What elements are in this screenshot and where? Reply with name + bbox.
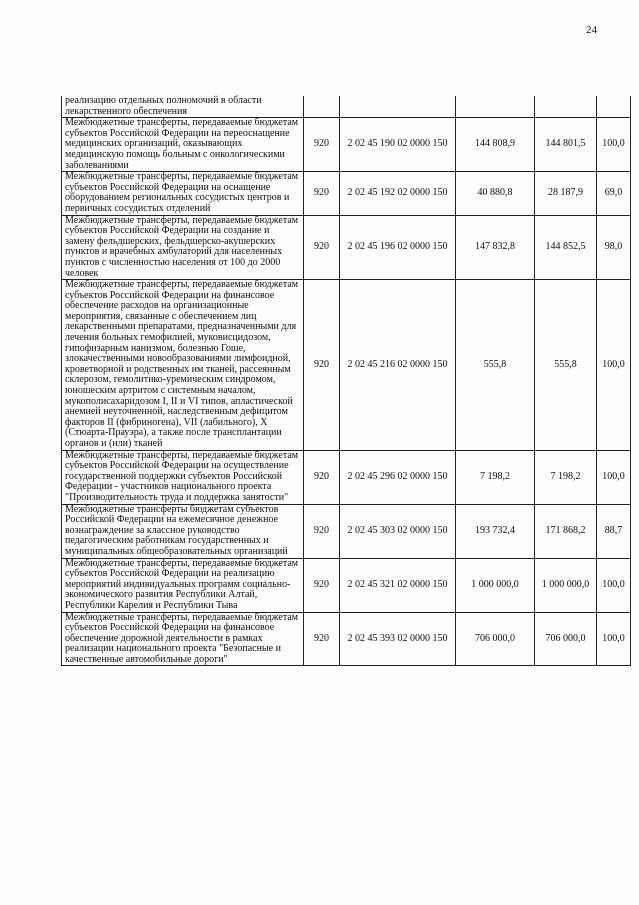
budget-classification-code: 2 02 45 296 02 0000 150: [340, 450, 456, 504]
planned-amount: 193 732,4: [456, 504, 535, 558]
table-row: [62, 172, 631, 215]
admin-code: 920: [304, 558, 340, 612]
admin-code: 920: [304, 612, 340, 666]
row-description: реализацию отдельных полномочий в области лекарственного обеспечения: [62, 96, 304, 118]
planned-amount: 706 000,0: [456, 612, 535, 666]
table-row: [62, 612, 631, 666]
budget-classification-code: 2 02 45 321 02 0000 150: [340, 558, 456, 612]
table-row: [62, 96, 631, 118]
row-description: Межбюджетные трансферты, передаваемые бюджетам субъектов Российской Федерации на переоснащение медицинских организаций, оказывающих медицинскую помощь больным с онкологическими заболеваниями: [62, 118, 304, 172]
execution-percent: 100,0: [597, 450, 631, 504]
budget-classification-code: 2 02 45 303 02 0000 150: [340, 504, 456, 558]
planned-amount: 1 000 000,0: [456, 558, 535, 612]
row-description: Межбюджетные трансферты, передаваемые бюджетам субъектов Российской Федерации на финансовое обеспечение дорожной деятельности в рамках реализации национального проекта "Безопасные и качественные автомобильные дороги": [62, 612, 304, 666]
execution-percent: [597, 96, 631, 118]
planned-amount: [456, 96, 535, 118]
row-description: Межбюджетные трансферты, передаваемые бюджетам субъектов Российской Федерации на оснащение оборудованием региональных сосудистых центров и первичных сосудистых отделений: [62, 172, 304, 215]
actual-amount: 706 000,0: [535, 612, 597, 666]
actual-amount: 555,8: [535, 280, 597, 451]
budget-classification-code: 2 02 45 192 02 0000 150: [340, 172, 456, 215]
actual-amount: 28 187,9: [535, 172, 597, 215]
row-description: Межбюджетные трансферты, передаваемые бюджетам субъектов Российской Федерации на реализацию мероприятий индивидуальных программ социально-экономического развития Республики Алтай, Республики Карелия и Республики Тыва: [62, 558, 304, 612]
execution-percent: 100,0: [597, 558, 631, 612]
actual-amount: 1 000 000,0: [535, 558, 597, 612]
table-row: [62, 215, 631, 280]
execution-percent: 100,0: [597, 280, 631, 451]
admin-code: 920: [304, 215, 340, 280]
admin-code: [304, 96, 340, 118]
actual-amount: 144 801,5: [535, 118, 597, 172]
table-row: [62, 280, 631, 451]
actual-amount: 144 852,5: [535, 215, 597, 280]
admin-code: 920: [304, 118, 340, 172]
budget-classification-code: 2 02 45 393 02 0000 150: [340, 612, 456, 666]
budget-classification-code: 2 02 45 190 02 0000 150: [340, 118, 456, 172]
row-description: Межбюджетные трансферты, передаваемые бюджетам субъектов Российской Федерации на осуществление государственной поддержки субъектов Российской Федерации - участников национального проекта "Производительность труда и поддержка занятости": [62, 450, 304, 504]
execution-percent: 100,0: [597, 612, 631, 666]
execution-percent: 69,0: [597, 172, 631, 215]
execution-percent: 98,0: [597, 215, 631, 280]
planned-amount: 147 832,8: [456, 215, 535, 280]
execution-percent: 100,0: [597, 118, 631, 172]
row-description: Межбюджетные трансферты, передаваемые бюджетам субъектов Российской Федерации на финансовое обеспечение расходов на организационные мероприятия, связанные с обеспечением лиц лекарственными препаратами, предназначенными для лечения больных гемофилией, муковисцидозом, гипофизарным нанизмом, болезнью Гоше, злокачественными новообразованиями лимфоидной, кроветворной и родственных им тканей, рассеянным склерозом, гемолитико-уремическим синдромом, юношеским артритом с системным началом, мукополисахаридозом I, II и VI типов, апластической анемией неуточненной, наследственным дефицитом факторов II (фибриногена), VII (лабильного), X (Стюарта-Прауэра), а также после трансплантации органов и (или) тканей: [62, 280, 304, 451]
table-row: [62, 558, 631, 612]
actual-amount: 7 198,2: [535, 450, 597, 504]
table-row: [62, 450, 631, 504]
actual-amount: 171 868,2: [535, 504, 597, 558]
table-row: [62, 504, 631, 558]
table-row: [62, 118, 631, 172]
row-description: Межбюджетные трансферты, передаваемые бюджетам субъектов Российской Федерации на создание и замену фельдшерских, фельдшерско-акушерских пунктов и врачебных амбулаторий для населенных пунктов с численностью населения от 100 до 2000 человек: [62, 215, 304, 280]
budget-classification-code: 2 02 45 196 02 0000 150: [340, 215, 456, 280]
budget-classification-code: 2 02 45 216 02 0000 150: [340, 280, 456, 451]
planned-amount: 144 808,9: [456, 118, 535, 172]
planned-amount: 40 880,8: [456, 172, 535, 215]
admin-code: 920: [304, 280, 340, 451]
planned-amount: 7 198,2: [456, 450, 535, 504]
admin-code: 920: [304, 172, 340, 215]
admin-code: 920: [304, 504, 340, 558]
execution-percent: 88,7: [597, 504, 631, 558]
page-number: 24: [586, 24, 597, 36]
admin-code: 920: [304, 450, 340, 504]
planned-amount: 555,8: [456, 280, 535, 451]
budget-table-body: [62, 96, 631, 666]
budget-classification-code: [340, 96, 456, 118]
budget-table: [61, 96, 631, 666]
row-description: Межбюджетные трансферты бюджетам субъектов Российской Федерации на ежемесячное денежное вознаграждение за классное руководство педагогическим работникам государственных и муниципальных общеобразовательных организаций: [62, 504, 304, 558]
actual-amount: [535, 96, 597, 118]
